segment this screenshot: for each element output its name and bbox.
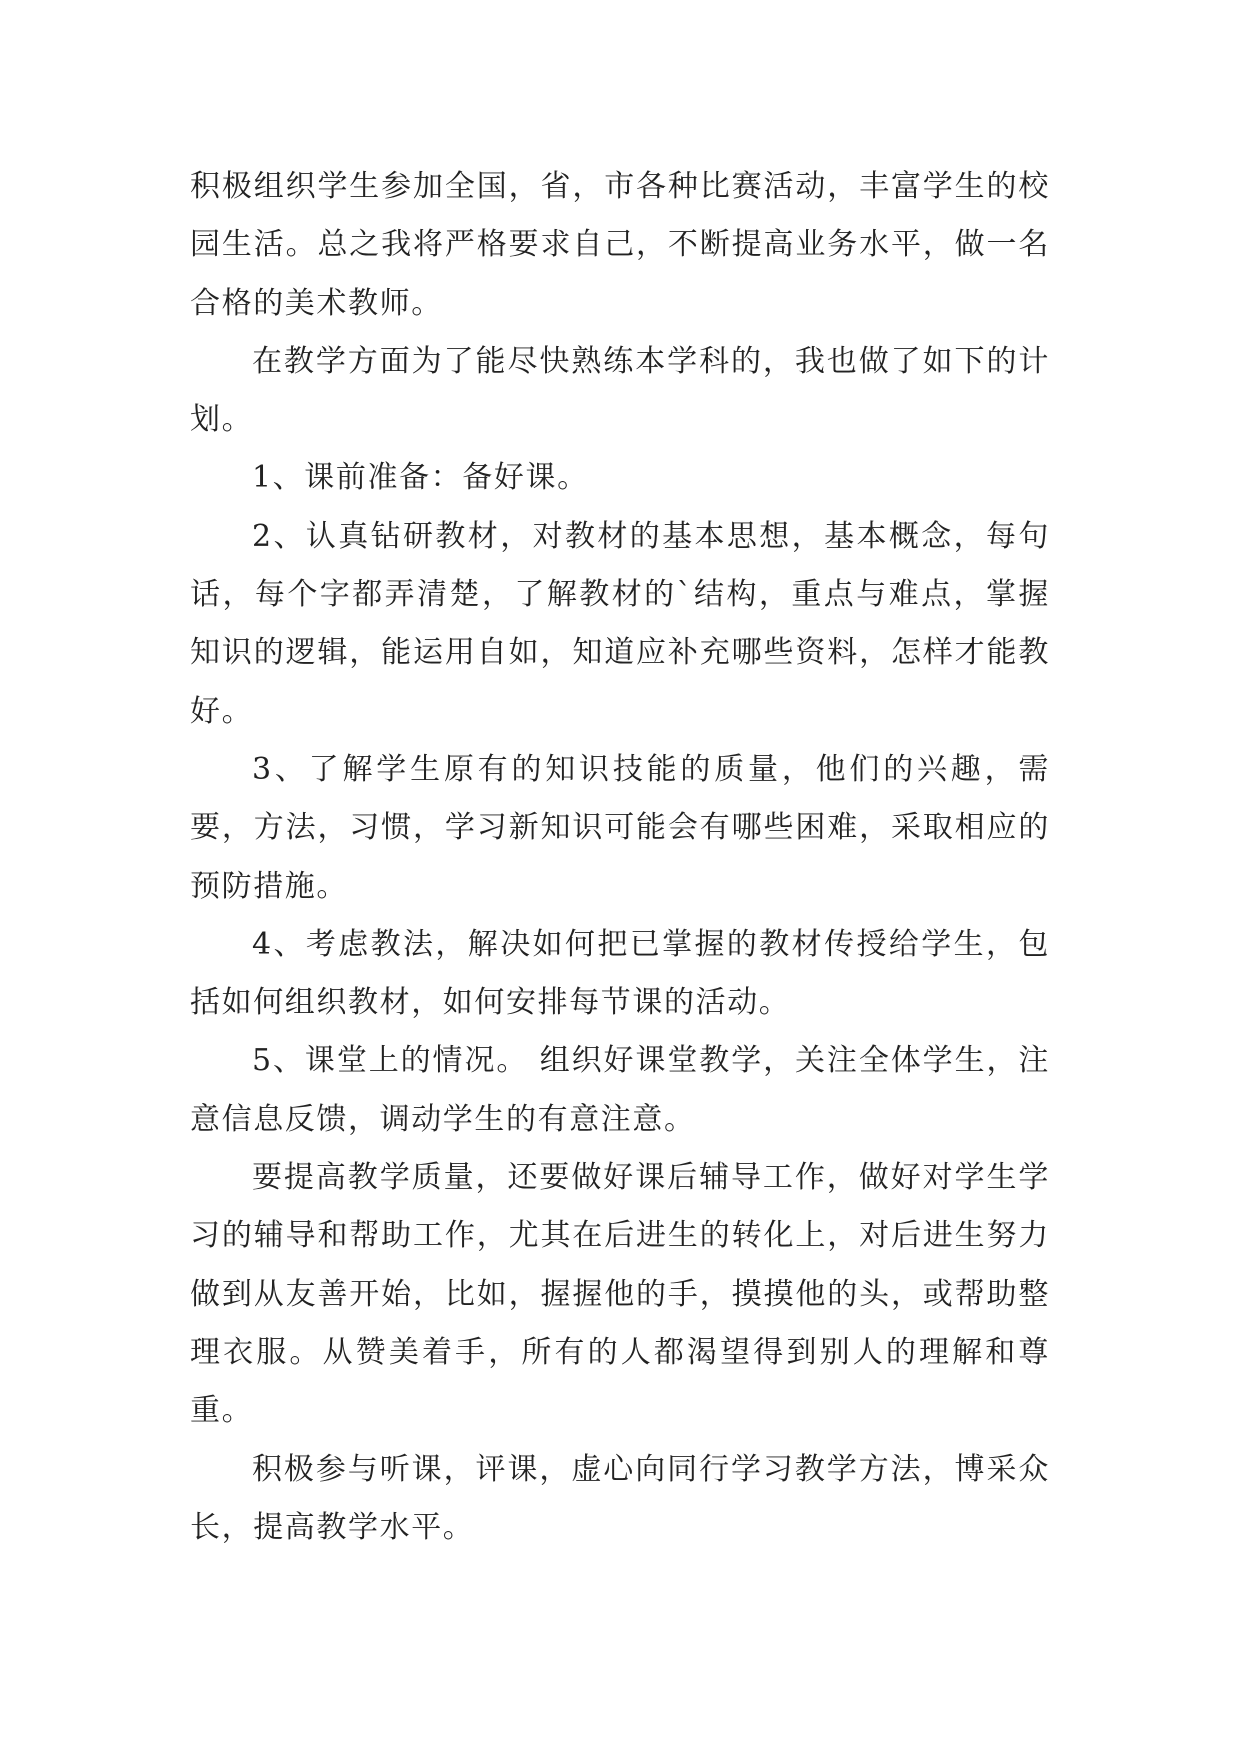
paragraph-7: 5、课堂上的情况。 组织好课堂教学，关注全体学生，注意信息反馈，调动学生的有意注意。: [190, 1043, 1050, 1137]
paragraph-6: 4、考虑教法，解决如何把已掌握的教材传授给学生，包括如何组织教材，如何安排每节课的活动。: [190, 926, 1050, 1021]
paragraph-9: 积极参与听课，评课，虚心向同行学习教学方法，博采众长，提高教学水平。: [190, 1451, 1050, 1545]
paragraph-8: 要提高教学质量，还要做好课后辅导工作，做好对学生学习的辅导和帮助工作，尤其在后进生的转化上，对后进生努力做到从友善开始，比如，握握他的手，摸摸他的头，或帮助整理衣服。从赞美着手，所有的人都渴望得到别人的理解和尊重。: [190, 1160, 1050, 1429]
paragraph-2: 在教学方面为了能尽快熟练本学科的，我也做了如下的计划。: [190, 343, 1050, 438]
paragraph-1: 积极组织学生参加全国，省，市各种比赛活动，丰富学生的校园生活。总之我将严格要求自己，不断提高业务水平，做一名合格的美术教师。: [190, 169, 1050, 321]
paragraph-4: 2、认真钻研教材，对教材的基本思想，基本概念，每句话，每个字都弄清楚，了解教材的`结构，重点与难点，掌握知识的逻辑，能运用自如，知道应补充哪些资料，怎样才能教好。: [190, 518, 1050, 729]
paragraph-5: 3、了解学生原有的知识技能的质量，他们的兴趣，需要，方法，习惯，学习新知识可能会有哪些困难，采取相应的预防措施。: [190, 751, 1050, 904]
paragraph-3: 1、课前准备：备好课。: [252, 460, 589, 496]
document-body: [190, 158, 1050, 1557]
